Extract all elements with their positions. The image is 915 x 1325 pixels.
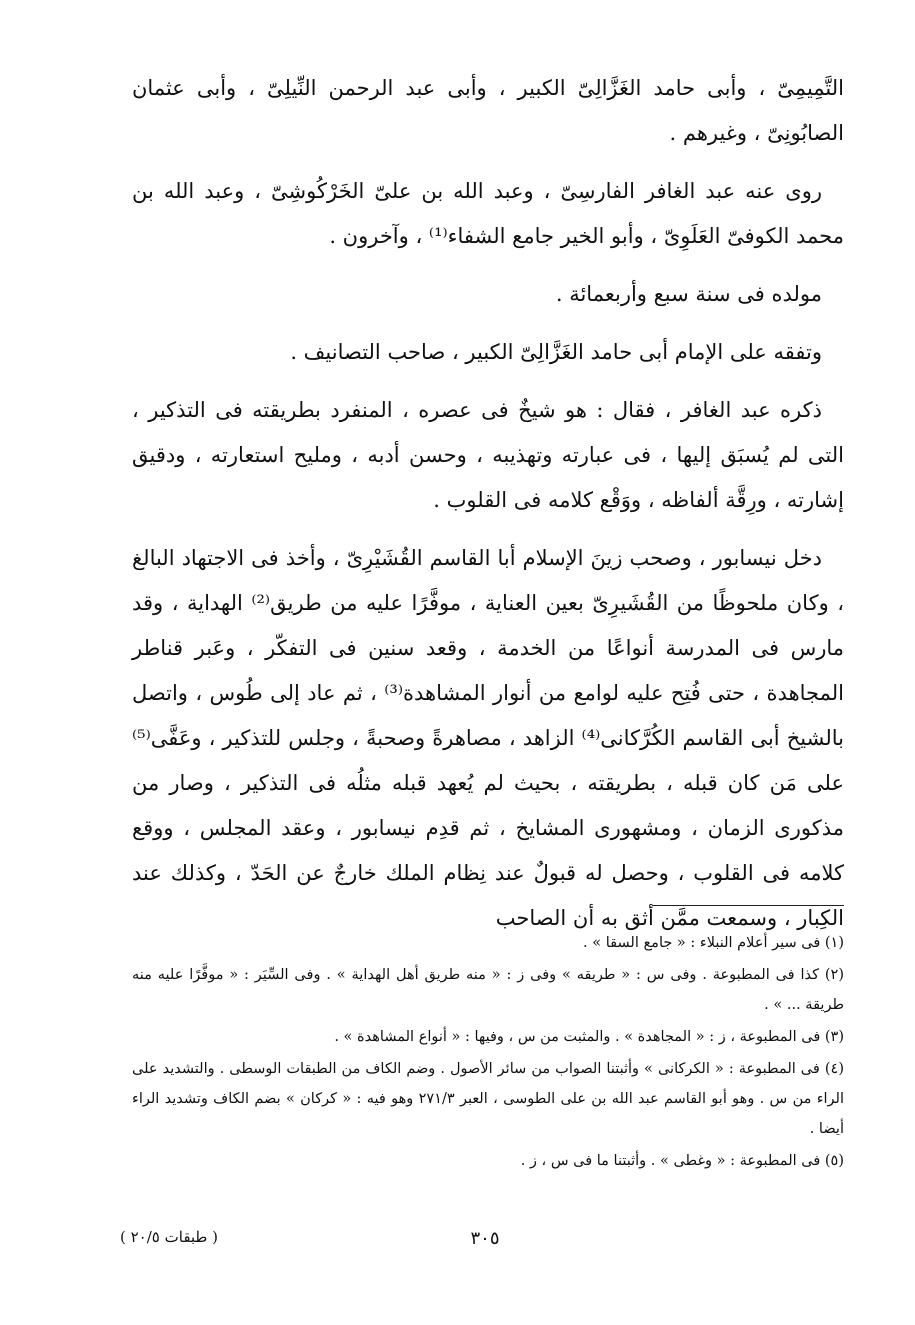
paragraph-students: روى عنه عبد الغافر الفارسِىّ ، وعبد الله بن علىّ الخَرْكُوشِىّ ، وعبد الله بن محمد الكوفىّ العَلَوِىّ ، وأبو الخير جامع الشفاء⁽¹⁾ ، وآخرون .	[132, 179, 844, 248]
signature-mark: ( طبقات ٢٠/٥ )	[120, 1228, 218, 1246]
paragraph-study: وتفقه على الإمام أبى حامد الغَزَّالِىّ الكبير ، صاحب التصانيف .	[290, 340, 822, 364]
footnote-1: (١) فى سير أعلام النبلاء : « جامع السقا » .	[583, 935, 844, 951]
paragraph-birth: مولده فى سنة سبع وأربعمائة .	[555, 282, 822, 306]
footnote-4: (٤) فى المطبوعة : « الكركانى » وأثبتنا الصواب من سائر الأصول . وضم الكاف من الطبقات الوسطى . والتشديد على الراء من س . وهو أبو القاسم عبد الله بن على الطوسى ، العبر ٢٧١/٣ وهو فيه : « كركان » بضم الكاف وتشديد الراء أيضا .	[132, 1061, 844, 1137]
page-number: ٣٠٥	[470, 1228, 500, 1249]
paragraph-biography: دخل نيسابور ، وصحب زينَ الإسلام أبا القاسم القُشَيْرِىّ ، وأخذ فى الاجتهاد البالغ ، وكان ملحوظًا من القُشَيرِىّ بعين العناية ، موفَّرًا عليه من طريق⁽²⁾ الهداية ، وقد مارس فى المدرسة أنواعًا من الخدمة ، وقعد سنين فى التفكّر ، وعَبر قناطر المجاهدة ، حتى فُتِح عليه لوامع من أنوار المشاهدة⁽³⁾ ، ثم عاد إلى طُوس ، واتصل بالشيخ أبى القاسم الكُرَّكانى⁽⁴⁾ الزاهد ، مصاهرةً وصحبةً ، وجلس للتذكير ، وعَفَّى⁽⁵⁾ على مَن كان قبله ، بطريقته ، بحيث لم يُعهد قبله مثلُه فى التذكير ، وصار من مذكورى الزمان ، ومشهورى المشايخ ، ثم قدِم نيسابور ، وعقد المجلس ، ووقع كلامه فى القلوب ، وحصل له قبولٌ عند نِظام الملك خارجٌ عن الحَدّ ، وكذلك عند الكِبار ، وسمعت ممَّن أثق به أن الصاحب	[132, 546, 845, 930]
footnote-5: (٥) فى المطبوعة : « وغطى » . وأثبتنا ما فى س ، ز .	[520, 1153, 844, 1169]
paragraph-praise: ذكره عبد الغافر ، فقال : هو شيخٌ فى عصره ، المنفرد بطريقته فى التذكير ، التى لم يُسبَق إليها ، فى عبارته وتهذيبه ، وحسن أدبه ، ومليح استعارته ، ودقيق إشارته ، ورِقَّة ألفاظه ، ووَقْع كلامه فى القلوب .	[132, 398, 844, 512]
paragraph-teachers-continued: التَّمِيمِىّ ، وأبى حامد الغَزَّالِىّ الكبير ، وأبى عبد الرحمن النِّيلِىّ ، وأبى عثمان الصابُونِىّ ، وغيرهم .	[132, 76, 844, 145]
main-text	[132, 66, 844, 954]
footnote-2: (٢) كذا فى المطبوعة . وفى س : « طريقه » وفى ز : « منه طريق أهل الهداية » . وفى السِّيَر : « موفَّرًا عليه منه طريقة ... » .	[132, 967, 844, 1013]
footnote-divider	[652, 905, 844, 906]
footnotes	[132, 928, 844, 1178]
footnote-3: (٣) فى المطبوعة ، ز : « المجاهدة » . والمثبت من س ، وفيها : « أنواع المشاهدة » .	[334, 1029, 844, 1045]
